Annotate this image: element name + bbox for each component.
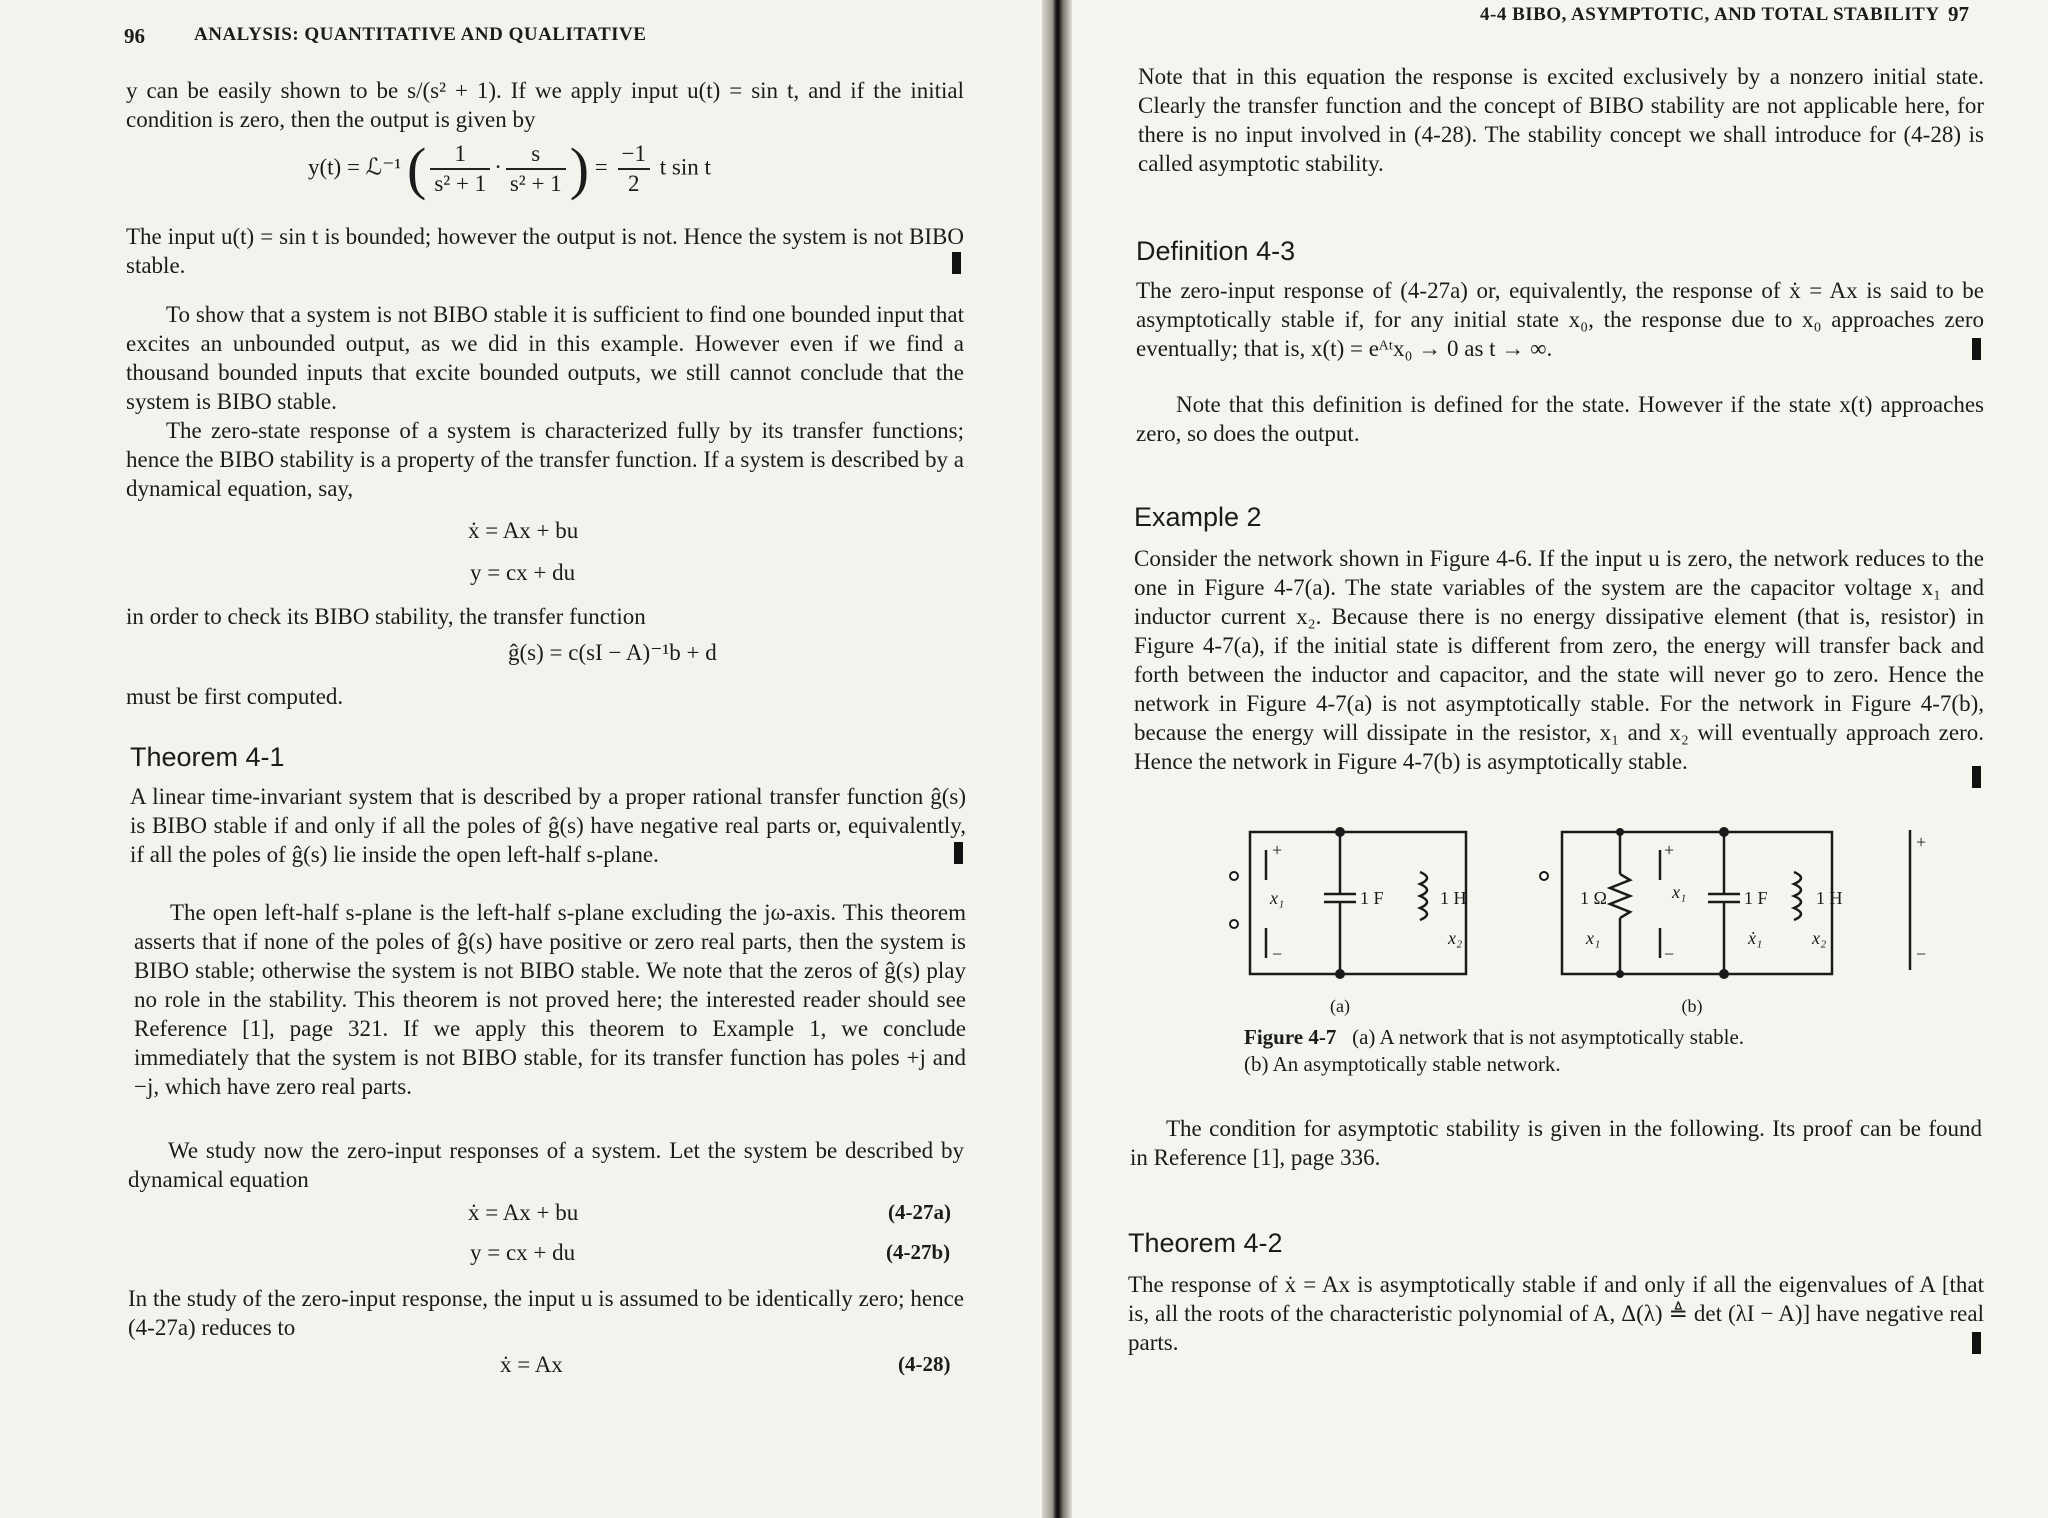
example-text: Consider the network shown in Figure 4-6. If the input u is zero, the network reduces to the one in Figure 4-7(a). The state variables of the system are the capacitor voltage x₁ and inductor current x₂. Because there is no energy dissipative element (that is, resistor) in Figure 4-7(a), if the initial state is different from zero, the energy will transfer back and forth between the inductor and capacitor, and the state will never go to zero. Hence the network in Figure 4-7(a) is not asymptotically stable. For the network in Figure 4-7(b), because the energy will dissipate in the resistor, x₁ and x₂ will eventually approach zero. Hence the network in Figure 4-7(b) is asymptotically stable. bbox=[1134, 546, 1984, 774]
terminal bbox=[1540, 872, 1548, 880]
theorem-title: Theorem 4-2 bbox=[1128, 1228, 1283, 1258]
resistor-zigzag bbox=[1610, 874, 1630, 918]
running-head: ANALYSIS: QUANTITATIVE AND QUALITATIVE bbox=[194, 24, 647, 45]
state-x2-label: x₂ bbox=[1812, 928, 1827, 948]
paragraph: must be first computed. bbox=[126, 684, 344, 709]
eq-lhs: y(t) = ℒ⁻¹ bbox=[308, 154, 402, 180]
caption-line1: (a) A network that is not asymptotically stable. bbox=[1352, 1025, 1745, 1049]
capacitor-label-b: 1 F bbox=[1744, 888, 1768, 908]
minus-sign: − bbox=[1272, 944, 1283, 964]
paragraph: The open left-half s-plane is the left-half s-plane excluding the jω-axis. This theorem asserts that if none of the poles of ĝ(s) have positive or zero real parts, then the system is BIBO stable; otherwise the system is not BIBO stable. We note that the zeros of ĝ(s) play no role in the stability. This theorem is not proved here; the interested reader should see Reference [1], page 321. If we apply this theorem to Example 1, we conclude immediately that the system is not BIBO stable, for its transfer function has poles +j and −j, which have zero real parts. bbox=[134, 900, 966, 1099]
end-of-theorem-mark bbox=[1972, 1332, 1981, 1354]
running-head: 4-4 BIBO, ASYMPTOTIC, AND TOTAL STABILITY bbox=[1480, 4, 1940, 25]
book-gutter bbox=[1042, 0, 1072, 1518]
frac-num: 1 bbox=[430, 140, 490, 170]
capacitor-label-a: 1 F bbox=[1360, 888, 1384, 908]
eq-sign: = bbox=[594, 154, 608, 180]
paragraph: y can be easily shown to be s/(s² + 1). If we apply input u(t) = sin t, and if the initial condition is zero, then the output is given by bbox=[126, 78, 964, 132]
state-x1-label: x₁ bbox=[1586, 928, 1601, 948]
paragraph: in order to check its BIBO stability, the transfer function bbox=[126, 604, 646, 629]
page-number: 96 bbox=[124, 24, 145, 48]
paragraph: The input u(t) = sin t is bounded; however the output is not. Hence the system is not BIBO stable. bbox=[126, 224, 964, 278]
inductor-label-b: 1 H bbox=[1816, 888, 1843, 908]
node bbox=[1719, 827, 1729, 837]
plus-sign: + bbox=[1664, 840, 1675, 860]
node bbox=[1335, 969, 1345, 979]
frac-den: s² + 1 bbox=[509, 171, 562, 196]
equation: ẋ = Ax + bu bbox=[468, 1200, 579, 1225]
paragraph: Note that in this equation the response is excited exclusively by a nonzero initial state. Clearly the transfer function and the concept of BIBO stability are not applicable here, for there is no input involved in (4-28). The stability concept we shall introduce for (4-28) is called asymptotic stability. bbox=[1138, 64, 1984, 176]
figure-4-7 bbox=[1220, 820, 1940, 1020]
inductor-coil-b bbox=[1794, 872, 1801, 920]
frac-den: s² + 1 bbox=[434, 171, 487, 196]
state-x1dot-label: ẋ₁ bbox=[1748, 928, 1763, 948]
terminal bbox=[1230, 872, 1238, 880]
theorem-text: A linear time-invariant system that is described by a proper rational transfer function ĝ(s) is BIBO stable if and only if all the poles of ĝ(s) have negative real parts or, equivalently, if all the poles of ĝ(s) lie inside the open left-half s-plane. bbox=[130, 784, 966, 867]
equation: ẋ = Ax bbox=[500, 1352, 563, 1377]
node bbox=[1719, 969, 1729, 979]
page-number: 97 bbox=[1948, 2, 1969, 26]
plus-sign: + bbox=[1916, 832, 1927, 852]
caption-label: Figure 4-7 bbox=[1244, 1025, 1337, 1049]
paragraph: Note that this definition is defined for the state. However if the state x(t) approaches zero, so does the output. bbox=[1136, 392, 1984, 446]
definition-title: Definition 4-3 bbox=[1136, 236, 1296, 266]
subfigure-label-b: (b) bbox=[1681, 996, 1703, 1016]
equation-number: (4-27a) bbox=[888, 1200, 951, 1224]
equation-output: y(t) = ℒ⁻¹ ( $\frac{1}{\text{s² + 1}}$ · $\frac{s}{\text{s² + 1}}$ ) = $\frac{-1}{2}$ t sin t bbox=[308, 136, 711, 201]
example-title: Example 2 bbox=[1134, 502, 1262, 532]
end-of-definition-mark bbox=[1972, 338, 1981, 360]
minus-sign: − bbox=[1664, 944, 1675, 964]
figure-caption bbox=[1244, 1024, 1744, 1078]
end-of-theorem-mark bbox=[954, 842, 963, 864]
paragraph: To show that a system is not BIBO stable it is sufficient to find one bounded input that excites an unbounded output, as we did in this example. However even if we find a thousand bounded inputs that excite bounded outputs, we still cannot conclude that the system is BIBO stable. bbox=[126, 302, 964, 414]
paragraph: The condition for asymptotic stability is given in the following. Its proof can be found in Reference [1], page 336. bbox=[1130, 1116, 1982, 1170]
state-x1-label: x₁ bbox=[1672, 882, 1687, 902]
minus-sign: − bbox=[1916, 944, 1927, 964]
frac-num: −1 bbox=[618, 140, 650, 170]
terminal bbox=[1230, 920, 1238, 928]
equation-number: (4-28) bbox=[898, 1352, 951, 1376]
state-x2-label: x₂ bbox=[1448, 928, 1463, 948]
frac-den: 2 bbox=[627, 171, 640, 196]
node bbox=[1616, 828, 1624, 836]
equation-transfer-function: ĝ(s) = c(sI − A)⁻¹b + d bbox=[508, 640, 717, 665]
paragraph: We study now the zero-input responses of a system. Let the system be described by dynamical equation bbox=[128, 1138, 964, 1192]
resistor-label: 1 Ω bbox=[1580, 888, 1607, 908]
equation: y = cx + du bbox=[470, 560, 576, 585]
eq-rhs: t sin t bbox=[659, 154, 711, 180]
plus-sign: + bbox=[1272, 840, 1283, 860]
node bbox=[1616, 970, 1624, 978]
frac-num: s bbox=[506, 140, 566, 170]
paragraph: The zero-state response of a system is characterized fully by its transfer functions; hence the BIBO stability is a property of the transfer function. If a system is described by a dynamical equation, say, bbox=[126, 418, 964, 501]
theorem-text: The response of ẋ = Ax is asymptotically stable if and only if all the eigenvalues of A [that is, all the roots of the characteristic polynomial of A, Δ(λ) ≜ det (λI − A)] have negative real parts. bbox=[1128, 1272, 1984, 1355]
caption-line2: (b) An asymptotically stable network. bbox=[1244, 1052, 1561, 1076]
subfigure-label-a: (a) bbox=[1330, 996, 1350, 1016]
node bbox=[1335, 827, 1345, 837]
theorem-title: Theorem 4-1 bbox=[130, 742, 285, 772]
equation: y = cx + du bbox=[470, 1240, 576, 1265]
equation-number: (4-27b) bbox=[886, 1240, 951, 1264]
inductor-coil-a bbox=[1420, 872, 1427, 920]
paragraph: In the study of the zero-input response, the input u is assumed to be identically zero; hence (4-27a) reduces to bbox=[128, 1286, 964, 1340]
eq-dot: · bbox=[494, 154, 502, 180]
end-of-example-mark bbox=[952, 252, 961, 274]
definition-text: The zero-input response of (4-27a) or, equivalently, the response of ẋ = Ax is said to be asymptotically stable if, for any initial state x₀, the response due to x₀ approaches zero eventually; that is, x(t) = eᴬᵗx₀ → 0 as t → ∞. bbox=[1136, 278, 1984, 361]
end-of-example-mark bbox=[1972, 766, 1981, 788]
inductor-label-a: 1 H bbox=[1440, 888, 1467, 908]
right-page bbox=[1072, 0, 2048, 1518]
state-x1-label: x₁ bbox=[1270, 888, 1285, 908]
equation: ẋ = Ax + bu bbox=[468, 518, 579, 543]
